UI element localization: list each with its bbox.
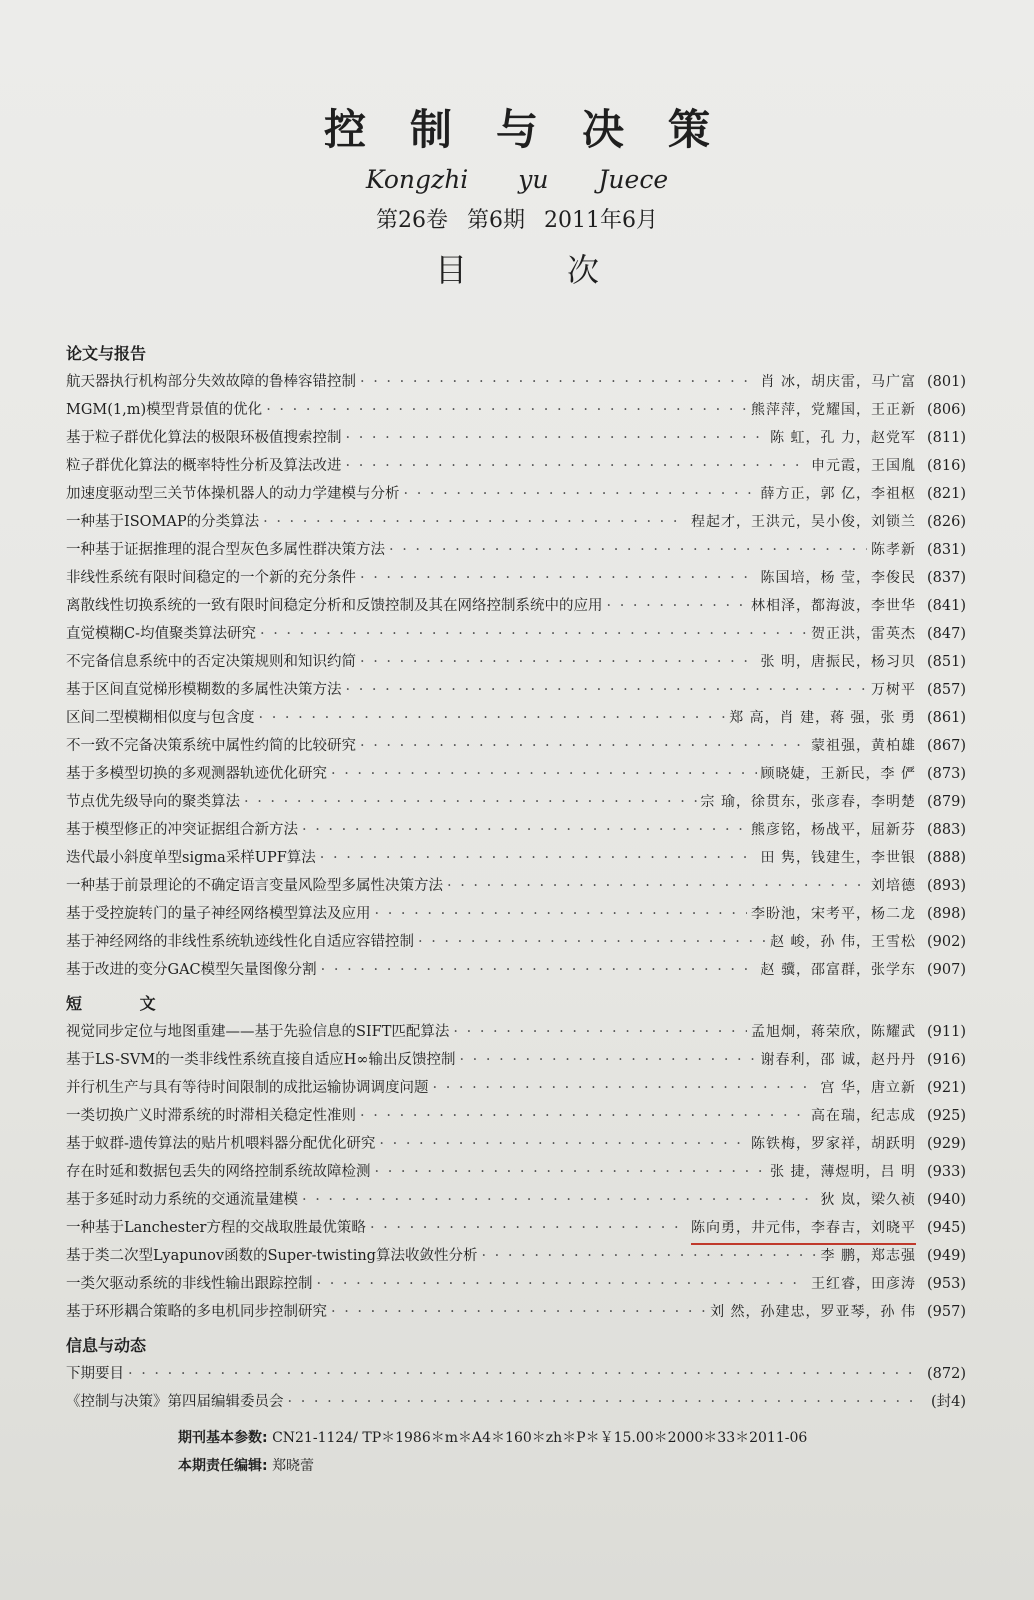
volume: 第26卷: [376, 208, 448, 233]
dot-leader: [607, 592, 748, 620]
entry-page: (925): [927, 1108, 966, 1124]
toc-entry: [66, 1018, 966, 1046]
entry-authors: 宗 瑜，徐贯东，张彦春，李明楚: [700, 794, 916, 810]
dot-leader: [263, 508, 687, 536]
entry-authors: 陈国培，杨 莹，李俊民: [760, 570, 916, 586]
entry-page: (911): [927, 1024, 966, 1040]
toc-entry: [66, 1158, 966, 1186]
section-title: 论文与报告: [66, 344, 147, 363]
dot-leader: [331, 1298, 706, 1326]
toc-entry: [66, 816, 966, 844]
toc-entry: [66, 900, 966, 928]
entry-title: 非线性系统有限时间稳定的一个新的充分条件: [66, 570, 356, 586]
entry-title: 基于LS-SVM的一类非线性系统直接自适应H∞输出反馈控制: [66, 1052, 456, 1068]
params-label: 期刊基本参数:: [178, 1430, 268, 1446]
entry-title: 一类切换广义时滞系统的时滞相关稳定性准则: [66, 1108, 356, 1124]
toc-entry: [66, 1298, 966, 1326]
toc-entry: [66, 480, 966, 508]
entry-title: 一种基于前景理论的不确定语言变量风险型多属性决策方法: [66, 878, 443, 894]
section-title: 信息与动态: [66, 1336, 147, 1355]
entry-page: (907): [927, 962, 966, 978]
entry-authors: 熊彦铭，杨战平，屈新芬: [751, 822, 916, 838]
toc-entry: [66, 844, 966, 872]
dot-leader: [259, 704, 726, 732]
dot-leader: [244, 788, 697, 816]
entry-title: MGM(1,m)模型背景值的优化: [66, 402, 263, 418]
entry-page: (806): [927, 402, 966, 418]
entry-title: 基于多延时动力系统的交通流量建模: [66, 1192, 298, 1208]
dot-leader: [375, 1158, 767, 1186]
entry-authors: 高在瑞，纪志成: [811, 1108, 916, 1124]
entry-title: 下期要目: [66, 1366, 124, 1382]
journal-pinyin: Kongzhi yu Juece: [365, 165, 669, 194]
entry-authors: 田 隽，钱建生，李世银: [760, 850, 916, 866]
entry-authors: 申元霞，王国胤: [811, 458, 916, 474]
entry-title: 不一致不完备决策系统中属性约简的比较研究: [66, 738, 356, 754]
entry-title: 节点优先级导向的聚类算法: [66, 794, 240, 810]
editor-name: 郑晓蕾: [272, 1458, 315, 1474]
entry-title: 基于环形耦合策略的多电机同步控制研究: [66, 1304, 327, 1320]
entry-page: (821): [927, 486, 966, 502]
entry-authors: 赵 峻，孙 伟，王雪松: [770, 934, 916, 950]
entry-title: 一类欠驱动系统的非线性输出跟踪控制: [66, 1276, 313, 1292]
entry-title: 航天器执行机构部分失效故障的鲁棒容错控制: [66, 374, 356, 390]
entry-title: 存在时延和数据包丢失的网络控制系统故障检测: [66, 1164, 371, 1180]
entry-authors: 林相泽，都海波，李世华: [751, 598, 916, 614]
entry-title: 并行机生产与具有等待时间限制的成批运输协调调度问题: [66, 1080, 429, 1096]
toc-entry: [66, 1242, 966, 1270]
dot-leader: [346, 676, 868, 704]
entry-title: 基于神经网络的非线性系统轨迹线性化自适应容错控制: [66, 934, 414, 950]
entry-title: 基于模型修正的冲突证据组合新方法: [66, 822, 298, 838]
dot-leader: [331, 760, 757, 788]
entry-title: 一种基于证据推理的混合型灰色多属性群决策方法: [66, 542, 385, 558]
dot-leader: [317, 1270, 808, 1298]
entry-page: (861): [927, 710, 966, 726]
entry-page: (801): [927, 374, 966, 390]
entry-authors: 李盼池，宋考平，杨二龙: [751, 906, 916, 922]
toc-entry: [66, 1130, 966, 1158]
toc-entry: [66, 1214, 966, 1242]
entry-authors: 刘培德: [871, 878, 916, 894]
toc-entry: [66, 564, 966, 592]
dot-leader: [260, 620, 807, 648]
entry-page: (933): [927, 1164, 966, 1180]
issue-line: [0, 206, 1034, 236]
masthead: [0, 104, 1034, 290]
dot-leader: [360, 732, 807, 760]
table-of-contents: [66, 340, 966, 1416]
toc-entry: [66, 956, 966, 984]
entry-authors: 陈向勇，井元伟，李春吉，刘晓平: [691, 1214, 916, 1245]
toc-entry: [66, 760, 966, 788]
entry-title: 基于蚁群-遗传算法的贴片机喂料器分配优化研究: [66, 1136, 376, 1152]
toc-entry: [66, 788, 966, 816]
entry-page: (867): [927, 738, 966, 754]
entry-authors: 刘 然，孙建忠，罗亚琴，孙 伟: [710, 1304, 916, 1320]
dot-leader: [320, 844, 757, 872]
entry-title: 基于受控旋转门的量子神经网络模型算法及应用: [66, 906, 371, 922]
entry-page: (902): [927, 934, 966, 950]
toc-entry: [66, 508, 966, 536]
entry-title: 离散线性切换系统的一致有限时间稳定分析和反馈控制及其在网络控制系统中的应用: [66, 598, 603, 614]
entry-title: 视觉同步定位与地图重建——基于先验信息的SIFT匹配算法: [66, 1024, 450, 1040]
dot-leader: [418, 928, 766, 956]
entry-authors: 蒙祖强，黄柏雄: [811, 738, 916, 754]
contents-heading: 目次: [434, 251, 699, 289]
entry-authors: 王红睿，田彦涛: [811, 1276, 916, 1292]
entry-authors: 狄 岚，梁久祯: [820, 1192, 916, 1208]
entry-authors: 张 明，唐振民，杨习贝: [760, 654, 916, 670]
entry-page: (883): [927, 822, 966, 838]
entry-page: (916): [927, 1052, 966, 1068]
entry-authors: 李 鹏，郑志强: [820, 1248, 916, 1264]
entry-authors: 郑 高，肖 建，蒋 强，张 勇: [729, 710, 916, 726]
entry-authors: 万树平: [871, 682, 916, 698]
toc-entry: [66, 424, 966, 452]
entry-title: 不完备信息系统中的否定决策规则和知识约简: [66, 654, 356, 670]
dot-leader: [346, 424, 767, 452]
entry-page: (940): [927, 1192, 966, 1208]
dot-leader: [379, 1130, 747, 1158]
entry-page: (851): [927, 654, 966, 670]
dot-leader: [453, 1018, 747, 1046]
entry-page: (831): [927, 542, 966, 558]
dot-leader: [459, 1046, 756, 1074]
toc-entry: [66, 872, 966, 900]
entry-title: 基于区间直觉梯形模糊数的多属性决策方法: [66, 682, 342, 698]
dot-leader: [266, 396, 747, 424]
dot-leader: [321, 956, 757, 984]
entry-page: (封4): [930, 1394, 966, 1410]
entry-title: 一种基于ISOMAP的分类算法: [66, 514, 260, 530]
toc-entry: [66, 648, 966, 676]
entry-title: 基于多模型切换的多观测器轨迹优化研究: [66, 766, 327, 782]
toc-entry: [66, 592, 966, 620]
issue-date: 2011年6月: [544, 208, 658, 233]
toc-entry: [66, 620, 966, 648]
entry-authors: 孟旭炯，蒋荣欣，陈耀武: [751, 1024, 916, 1040]
editor-label: 本期责任编辑:: [178, 1458, 268, 1474]
dot-leader: [433, 1074, 817, 1102]
entry-page: (893): [927, 878, 966, 894]
entry-page: (879): [927, 794, 966, 810]
entry-page: (898): [927, 906, 966, 922]
entry-page: (872): [927, 1366, 966, 1382]
dot-leader: [404, 480, 757, 508]
dot-leader: [360, 1102, 807, 1130]
entry-authors: 宫 华，唐立新: [820, 1080, 916, 1096]
entry-page: (888): [927, 850, 966, 866]
journal-title: 控制与决策: [323, 105, 754, 154]
entry-page: (857): [927, 682, 966, 698]
dot-leader: [302, 816, 747, 844]
dot-leader: [370, 1214, 687, 1242]
toc-entry: [66, 1360, 966, 1388]
entry-page: (811): [927, 430, 966, 446]
journal-parameters: [178, 1424, 807, 1480]
entry-page: (957): [927, 1304, 966, 1320]
toc-entry: [66, 1102, 966, 1130]
entry-title: 基于类二次型Lyapunov函数的Super-twisting算法收敛性分析: [66, 1248, 478, 1264]
dot-leader: [375, 900, 748, 928]
toc-entry: [66, 676, 966, 704]
toc-entry: [66, 536, 966, 564]
toc-entry: [66, 1074, 966, 1102]
entry-authors: 薛方正，郭 亿，李祖枢: [760, 486, 916, 502]
toc-entry: [66, 1388, 966, 1416]
entry-page: (816): [927, 458, 966, 474]
toc-entry: [66, 1270, 966, 1298]
dot-leader: [302, 1186, 817, 1214]
entry-page: (873): [927, 766, 966, 782]
entry-title: 《控制与决策》第四届编辑委员会: [66, 1394, 284, 1410]
entry-page: (826): [927, 514, 966, 530]
toc-entry: [66, 452, 966, 480]
entry-title: 基于粒子群优化算法的极限环极值搜索控制: [66, 430, 342, 446]
entry-page: (921): [927, 1080, 966, 1096]
issue-number: 第6期: [467, 208, 525, 233]
entry-authors: 程起才，王洪元，吴小俊，刘锁兰: [691, 514, 916, 530]
entry-title: 加速度驱动型三关节体操机器人的动力学建模与分析: [66, 486, 400, 502]
entry-page: (929): [927, 1136, 966, 1152]
entry-page: (953): [927, 1276, 966, 1292]
dot-leader: [288, 1388, 913, 1416]
dot-leader: [481, 1242, 816, 1270]
toc-entry: [66, 928, 966, 956]
entry-authors: 张 捷，薄煜明，吕 明: [770, 1164, 916, 1180]
entry-page: (847): [927, 626, 966, 642]
entry-authors: 陈孝新: [871, 542, 916, 558]
dot-leader: [346, 452, 808, 480]
entry-authors: 陈铁梅，罗家祥，胡跃明: [751, 1136, 916, 1152]
dot-leader: [447, 872, 867, 900]
toc-entry: [66, 396, 966, 424]
toc-entry: [66, 704, 966, 732]
entry-page: (841): [927, 598, 966, 614]
entry-title: 粒子群优化算法的概率特性分析及算法改进: [66, 458, 342, 474]
entry-page: (837): [927, 570, 966, 586]
entry-authors: 熊萍萍，党耀国，王正新: [751, 402, 916, 418]
toc-entry: [66, 1186, 966, 1214]
section-title: 短 文: [66, 994, 182, 1013]
entry-authors: 赵 骥，邵富群，张学东: [760, 962, 916, 978]
params-line: [178, 1424, 807, 1452]
entry-title: 区间二型模糊相似度与包含度: [66, 710, 255, 726]
dot-leader: [389, 536, 867, 564]
params-value: CN21-1124/ TP＊1986＊m＊A4＊160＊zh＊P＊￥15.00＊2000＊33＊2011-06: [272, 1430, 808, 1446]
entry-title: 基于改进的变分GAC模型矢量图像分割: [66, 962, 317, 978]
dot-leader: [128, 1360, 912, 1388]
entry-page: (945): [927, 1220, 966, 1236]
editor-line: [178, 1452, 807, 1480]
entry-authors: 肖 冰，胡庆雷，马广富: [760, 374, 916, 390]
dot-leader: [360, 648, 757, 676]
dot-leader: [360, 368, 757, 396]
entry-authors: 顾晓婕，王新民，李 俨: [760, 766, 916, 782]
entry-authors: 贺正洪，雷英杰: [811, 626, 916, 642]
entry-title: 一种基于Lanchester方程的交战取胜最优策略: [66, 1220, 366, 1236]
entry-page: (949): [927, 1248, 966, 1264]
entry-title: 迭代最小斜度单型sigma采样UPF算法: [66, 850, 316, 866]
dot-leader: [360, 564, 757, 592]
toc-entry: [66, 1046, 966, 1074]
toc-entry: [66, 368, 966, 396]
entry-authors: 谢春利，邵 诚，赵丹丹: [760, 1052, 916, 1068]
entry-authors: 陈 虹，孔 力，赵党军: [770, 430, 916, 446]
toc-entry: [66, 732, 966, 760]
entry-title: 直觉模糊C-均值聚类算法研究: [66, 626, 256, 642]
